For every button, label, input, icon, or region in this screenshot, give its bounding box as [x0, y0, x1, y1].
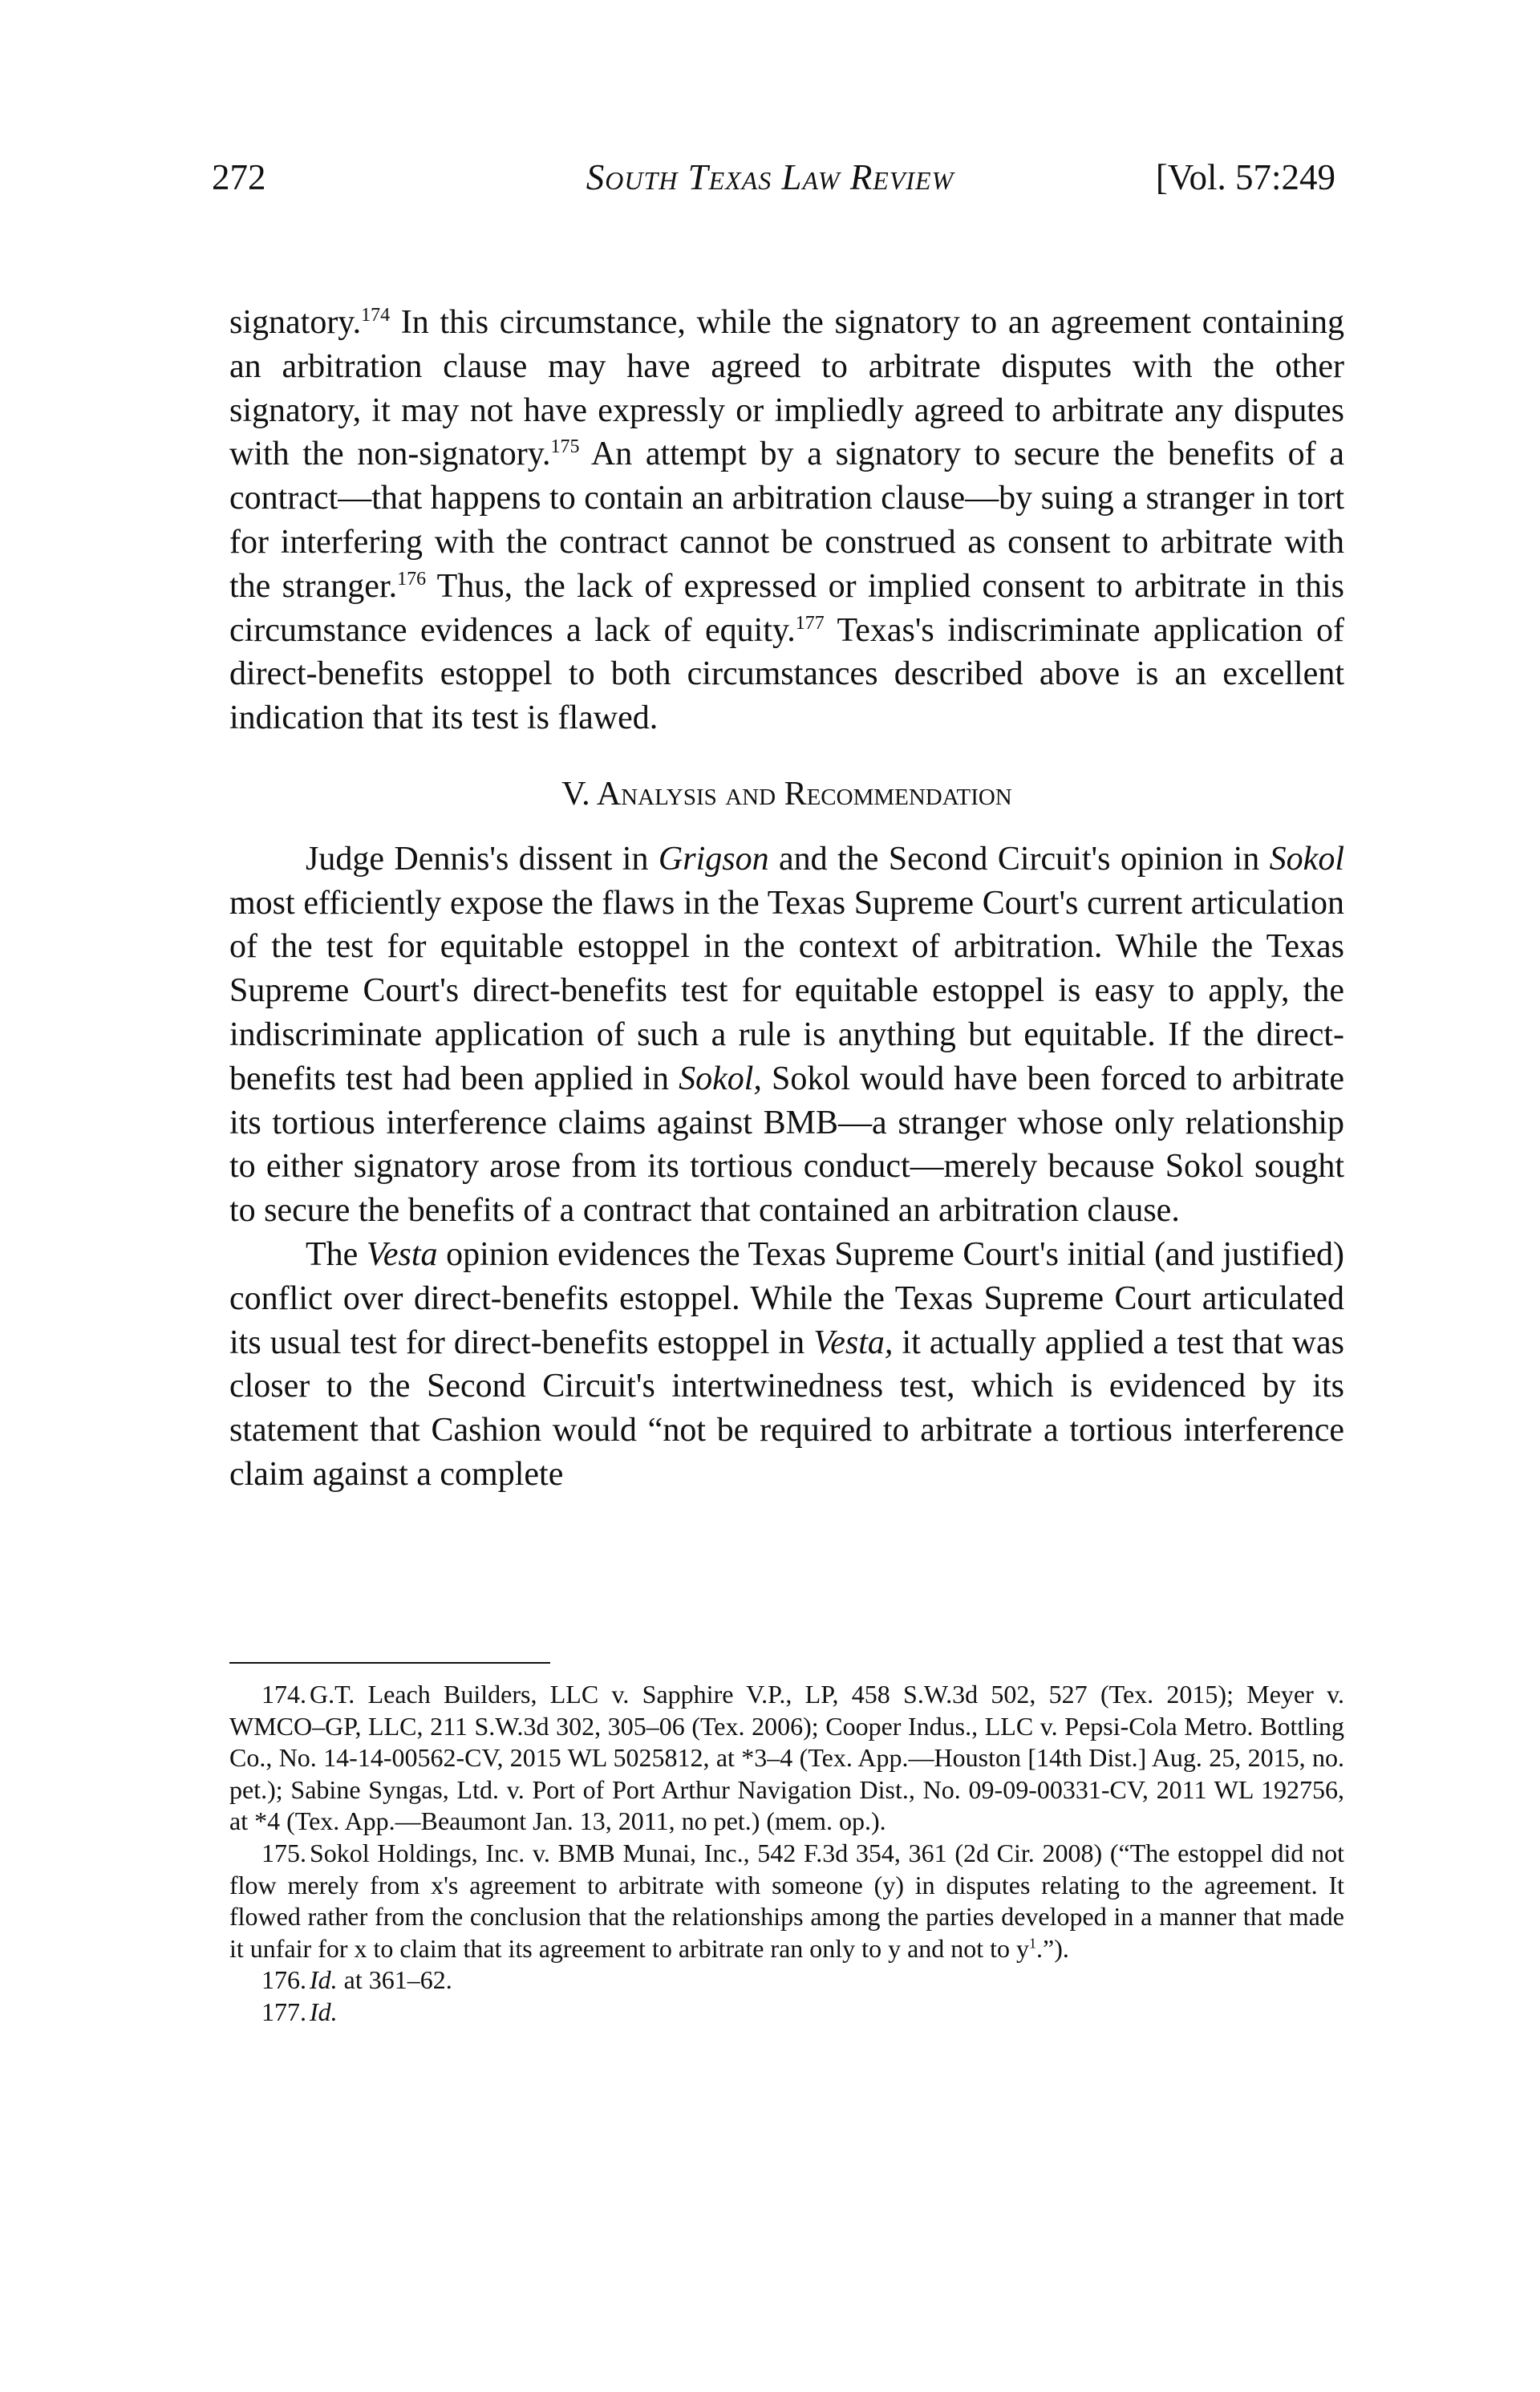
- page-number: 272: [212, 157, 266, 197]
- footnote-ref-175: 175: [550, 436, 580, 458]
- paragraph-1: signatory.$^{174}$ In this circumstance, while the signatory to an agreement containing an arbitration clause may have agreed to arbitrate disputes with the other signatory, it may not have expressly or impliedly agreed to arbitrate any disputes with the non-signatory.$^{175}$ An attempt by a signatory to secure the benefits of a contract—that happens to contain an arbitration clause—by suing a stranger in tort for interfering with the contract cannot be construed as consent to arbitrate with the stranger.$^{176}$ Thus, the lack of expressed or implied consent to arbitrate in this circumstance evidences a lack of equity.$^{177}$ Texas's indiscriminate application of direct-benefits estoppel to both circumstances described above is an excellent indication that its test is flawed.: [229, 304, 1345, 737]
- footnote-ref-177: 177: [795, 612, 825, 634]
- paragraph-2: Judge Dennis's dissent in Grigson and the Second Circuit's opinion in Sokol most efficiently expose the flaws in the Texas Supreme Court's current articulation of the test for equitable estoppel in the context of arbitration. While the Texas Supreme Court's direct-benefits test for equitable estoppel is easy to apply, the indiscriminate application of such a rule is anything but equitable. If the direct-benefits test had been applied in Sokol, Sokol would have been forced to arbitrate its tortious interference claims against BMB—a stranger whose only relationship to either signatory arose from its tortious conduct—merely because Sokol sought to secure the benefits of a contract that contained an arbitration clause.: [229, 840, 1344, 1230]
- footnote-176: 176. Id. at 361–62.: [261, 1965, 452, 1995]
- running-header: [0, 156, 1540, 213]
- footnote-177: 177. Id.: [261, 1997, 338, 2026]
- footnote-divider: [229, 1662, 550, 1664]
- footnote-ref-174: 174: [361, 305, 391, 326]
- paragraph-3: The Vesta opinion evidences the Texas Supreme Court's initial (and justified) conflict over direct-benefits estoppel. While the Texas Supreme Court articulated its usual test for direct-benefits estoppel in Vesta, it actually applied a test that was closer to the Second Circuit's intertwinedness test, which is evidenced by its statement that Cashion would “not be required to arbitrate a tortious interference claim against a complete: [229, 1235, 1344, 1493]
- footnote-175: 175. Sokol Holdings, Inc. v. BMB Munai, Inc., 542 F.3d 354, 361 (2d Cir. 2008) (“The estoppel did not flow merely from x's agreement to arbitrate with someone (y) in disputes relating to the agreement. It flowed rather from the conclusion that the relationships among the parties developed in a manner that made it unfair for x to claim that its agreement to arbitrate ran only to y and not to $y^1$.”).: [229, 1838, 1344, 1963]
- journal-title: South Texas Law Review: [586, 157, 954, 197]
- footnote-ref-176: 176: [397, 568, 427, 590]
- footnote-174: 174. G.T. Leach Builders, LLC v. Sapphire V.P., LP, 458 S.W.3d 502, 527 (Tex. 2015); Meyer v. WMCO–GP, LLC, 211 S.W.3d 302, 305–06 (Tex. 2006); Cooper Indus., LLC v. Pepsi-Cola Metro. Bottling Co., No. 14-14-00562-CV, 2015 WL 5025812, at *3–4 (Tex. App.—Houston [14th Dist.] Aug. 25, 2015, no. pet.); Sabine Syngas, Ltd. v. Port of Port Arthur Navigation Dist., No. 09-09-00331-CV, 2011 WL 192756, at *4 (Tex. App.—Beaumont Jan. 13, 2011, no pet.) (mem. op.).: [229, 1680, 1344, 1836]
- volume-reference: [Vol. 57:249: [1155, 157, 1335, 197]
- section-heading: V. Analysis and Recommendation: [561, 775, 1012, 813]
- footnotes: [229, 1679, 1344, 2029]
- main-text: [229, 301, 1344, 1497]
